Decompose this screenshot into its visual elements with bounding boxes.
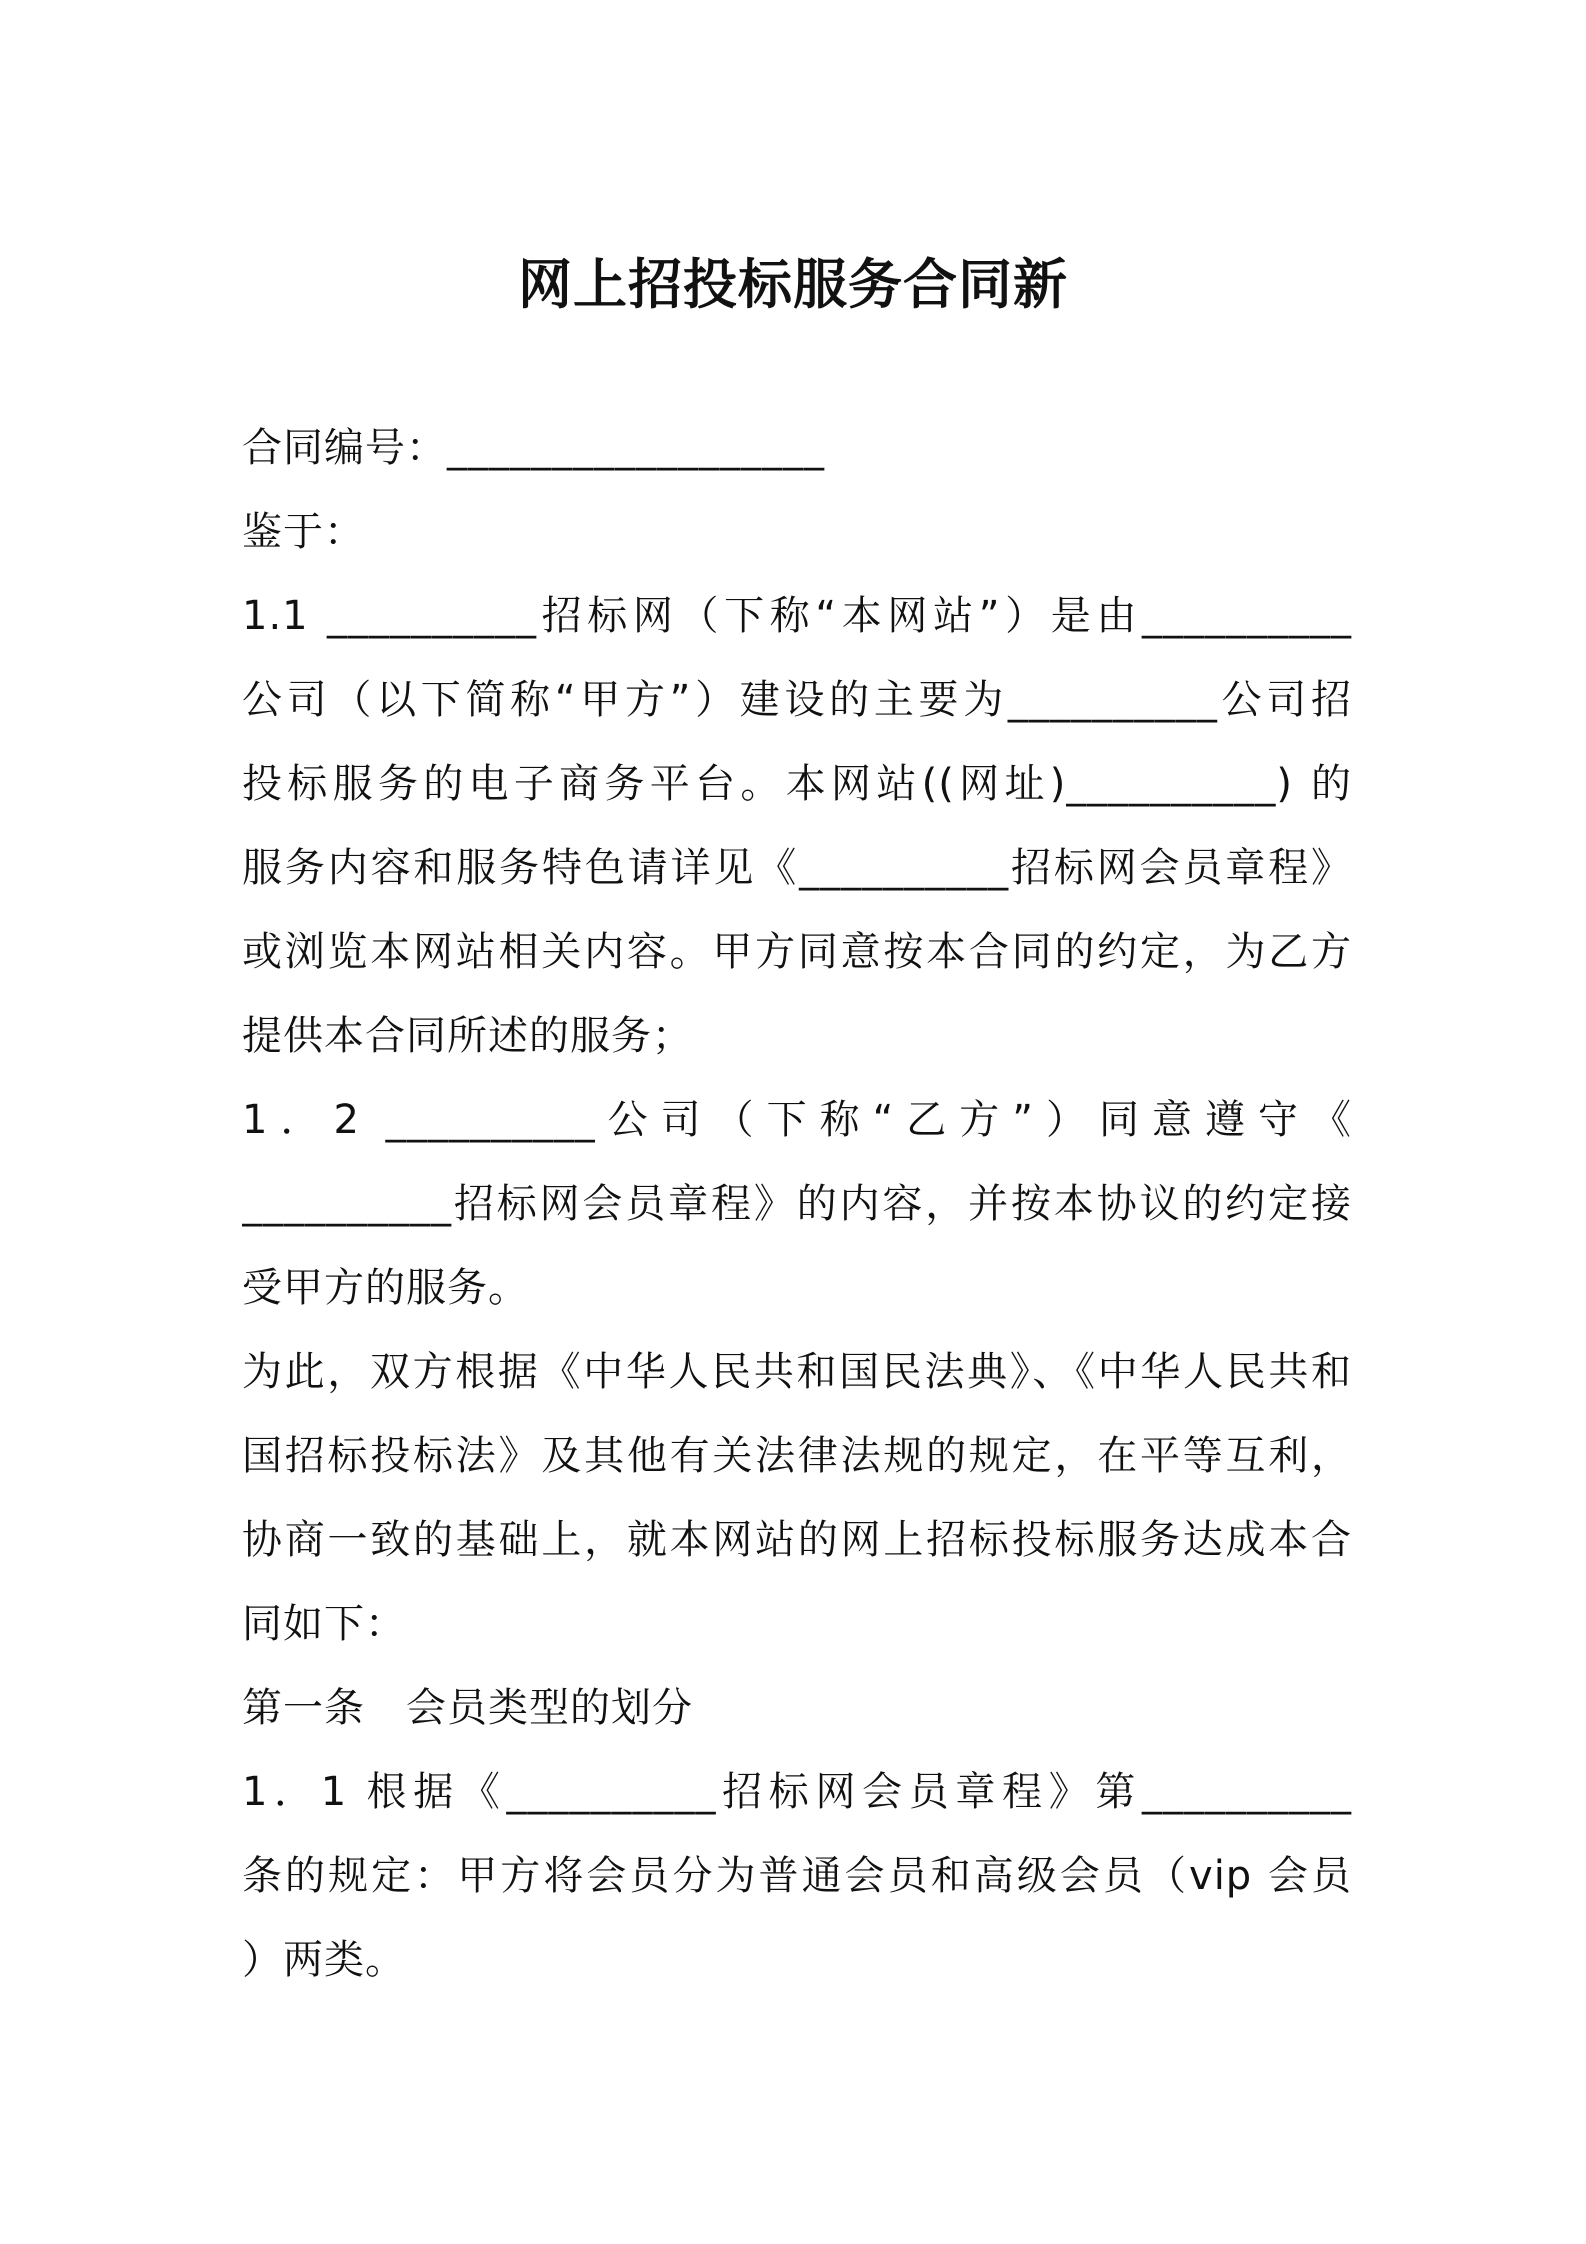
paragraph-line: 提供本合同所述的服务； <box>242 1013 693 1059</box>
paragraph-line: 国招标投标法》及其他有关法律法规的规定，在平等互利， <box>242 1433 1352 1479</box>
paragraph-line: 协商一致的基础上，就本网站的网上招标投标服务达成本合 <box>242 1517 1352 1563</box>
paragraph-line: 1.1 __________招标网（下称“本网站”）是由__________ <box>242 593 1352 639</box>
paragraph-line: 为此，双方根据《中华人民共和国民法典》、《中华人民共和 <box>242 1349 1352 1395</box>
paragraph-line: 1．2 __________公司（下称“乙方”）同意遵守《 <box>242 1097 1352 1143</box>
paragraph-line: __________招标网会员章程》的内容，并按本协议的约定接 <box>242 1181 1352 1227</box>
paragraph-line: 公司（以下简称“甲方”）建设的主要为__________公司招 <box>242 677 1352 723</box>
paragraph-line: 受甲方的服务。 <box>242 1265 529 1311</box>
contract-number-line: 合同编号：__________________ <box>242 425 825 471</box>
document-body <box>242 406 1352 2002</box>
whereas-heading: 鉴于： <box>242 509 365 555</box>
document-title: 网上招投标服务合同新 <box>518 253 1068 316</box>
paragraph-line: ）两类。 <box>242 1937 406 1983</box>
paragraph-line: 同如下： <box>242 1601 406 1647</box>
paragraph-line: 条的规定：甲方将会员分为普通会员和高级会员（vip 会员 <box>242 1853 1352 1899</box>
paragraph-line: 投标服务的电子商务平台。本网站((网址)__________) 的 <box>242 761 1352 807</box>
paragraph-line: 1．1 根据《__________招标网会员章程》第__________ <box>242 1769 1352 1815</box>
paragraph-line: 服务内容和服务特色请详见《__________招标网会员章程》 <box>242 845 1352 891</box>
article-heading: 第一条 会员类型的划分 <box>242 1685 693 1731</box>
paragraph-line: 或浏览本网站相关内容。甲方同意按本合同的约定，为乙方 <box>242 929 1352 975</box>
